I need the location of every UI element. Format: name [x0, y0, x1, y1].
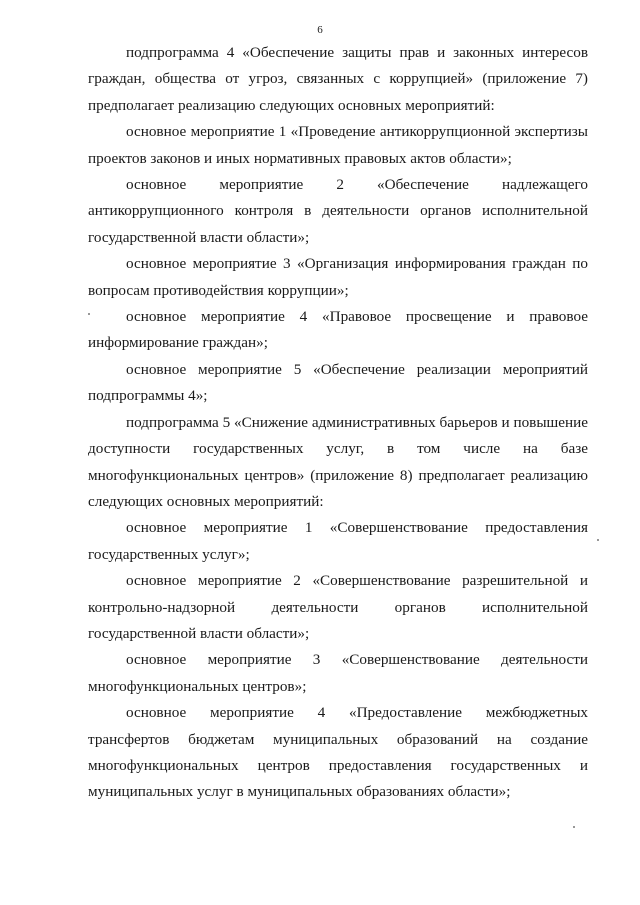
- paragraph-sp4-measure-2: основное мероприятие 2 «Обеспечение надлежащего антикоррупционного контроля в деятельности органов исполнительной государственной власти области»;: [88, 176, 588, 246]
- paragraph-sp5-measure-1: основное мероприятие 1 «Совершенствование предоставления государственных услуг»;: [88, 519, 588, 563]
- paragraph-sp4-measure-4: основное мероприятие 4 «Правовое просвещение и правовое информирование граждан»;: [88, 308, 588, 352]
- scan-speck: [597, 539, 599, 541]
- scan-speck: [88, 313, 90, 315]
- document-body: [88, 40, 588, 806]
- paragraph-subprogram-5: подпрограмма 5 «Снижение административных барьеров и повышение доступности государственных услуг, в том числе на базе многофункциональных центров» (приложение 8) предполагает реализацию следующих основных мероприятий:: [88, 413, 588, 510]
- paragraph-sp5-measure-4: основное мероприятие 4 «Предоставление межбюджетных трансфертов бюджетам муниципальных образований на создание многофункциональных центров предоставления государственных и муниципальных услуг в муниципальных образованиях области»;: [88, 704, 588, 801]
- paragraph-sp4-measure-5: основное мероприятие 5 «Обеспечение реализации мероприятий подпрограммы 4»;: [88, 360, 588, 405]
- paragraph-sp5-measure-2: основное мероприятие 2 «Совершенствование разрешительной и контрольно-надзорной деятельности органов исполнительной государственной власти области»;: [88, 572, 588, 642]
- paragraph-sp5-measure-3: основное мероприятие 3 «Совершенствование деятельности многофункциональных центров»;: [88, 651, 588, 695]
- scan-speck: [573, 826, 575, 828]
- paragraph-sp4-measure-1: основное мероприятие 1 «Проведение антикоррупционной экспертизы проектов законов и иных нормативных правовых актов области»;: [88, 123, 588, 167]
- paragraph-sp4-measure-3: основное мероприятие 3 «Организация информирования граждан по вопросам противодействия коррупции»;: [88, 255, 588, 299]
- paragraph-subprogram-4: подпрограмма 4 «Обеспечение защиты прав и законных интересов граждан, общества от угроз, связанных с коррупцией» (приложение 7) предполагает реализацию следующих основных мероприятий:: [88, 44, 588, 114]
- page-number: 6: [317, 24, 323, 36]
